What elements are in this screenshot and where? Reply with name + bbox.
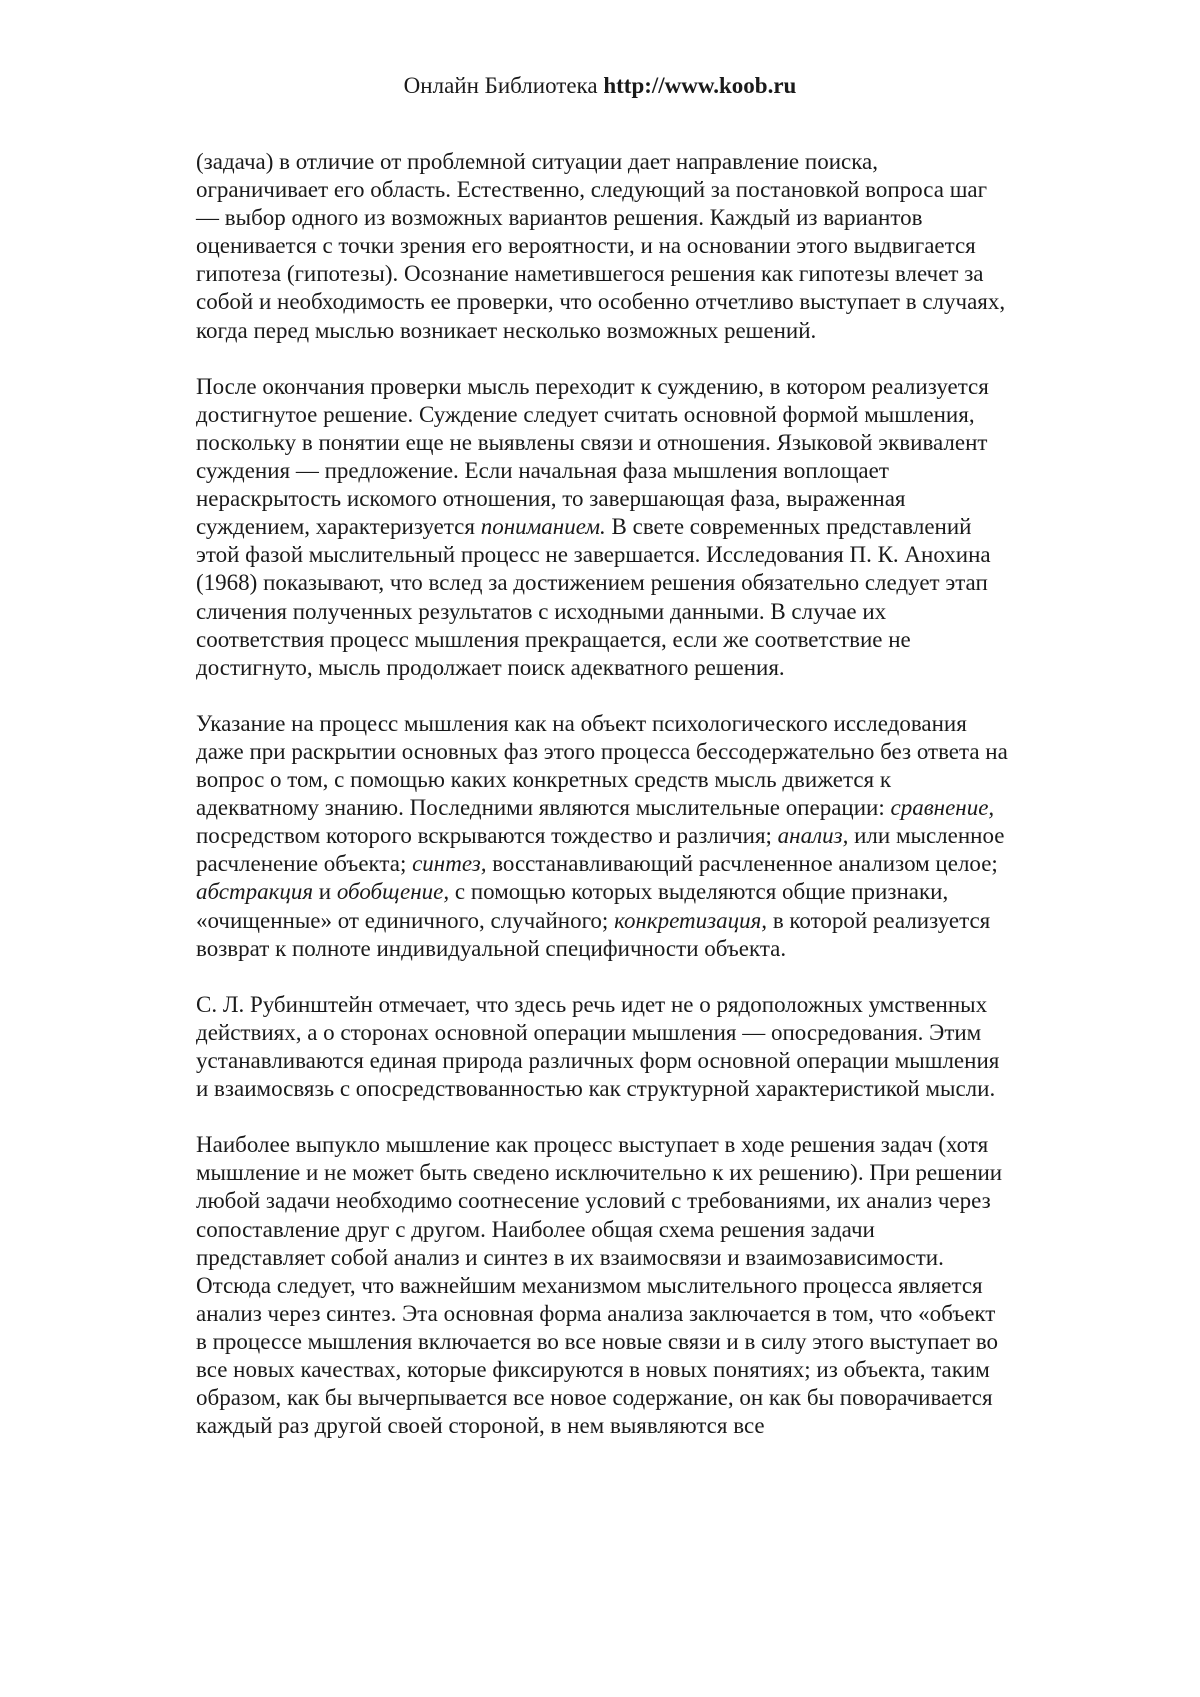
- document-body: [196, 148, 1008, 1440]
- emphasis-konkretizaciya: конкретизация,: [614, 907, 768, 933]
- paragraph-1-text: (задача) в отличие от проблемной ситуации дает направление поиска, ограничивает его область. Естественно, следующий за постановкой вопроса шаг — выбор одного из возможных вариантов решения. Каждый из вариантов оценивается с точки зрения его вероятности, и на основании этого выдвигается гипотеза (гипотезы). Осознание наметившегося решения как гипотезы влечет за собой и необходимость ее проверки, что особенно отчетливо выступает в случаях, когда перед мыслью возникает несколько возможных решений.: [196, 149, 1006, 343]
- paragraph-5: [196, 1131, 1008, 1440]
- paragraph-2-text-a: После окончания проверки мысль переходит к суждению, в котором реализуется достигнутое решение. Суждение следует считать основной формой мышления, поскольку в понятии еще не выявлены связи и отношения. Языковой эквивалент суждения — предложение. Если начальная фаза мышления воплощает нераскрытость искомого отношения, то завершающая фаза, выраженная суждением, характеризуется: [196, 373, 989, 540]
- header-url[interactable]: http://www.koob.ru: [603, 73, 797, 98]
- emphasis-sravnenie: сравнение,: [890, 795, 995, 821]
- paragraph-3-text-b: посредством которого вскрываются тождество и различия;: [196, 823, 778, 849]
- paragraph-3-text-g: в которой реализуется возврат к полноте индивидуальной специфичности объекта.: [196, 907, 991, 961]
- paragraph-2-text-b: В свете современных представлений этой фазой мыслительный процесс не завершается. Исследования П. К. Анохина (1968) показывают, что вслед за достижением решения обязательно следует этап сличения полученных результатов с исходными данными. В случае их соответствия процесс мышления прекращается, если же соответствие не достигнуто, мысль продолжает поиск адекватного решения.: [196, 514, 991, 680]
- paragraph-3-text-e: и: [313, 879, 337, 905]
- paragraph-5-text: Наиболее выпукло мышление как процесс выступает в ходе решения задач (хотя мышление и не может быть сведено исключительно к их решению). При решении любой задачи необходимо соотнесение условий с требованиями, их анализ через сопоставление друг с другом. Наиболее общая схема решения задачи представляет собой анализ и синтез в их взаимосвязи и взаимозависимости. Отсюда следует, что важнейшим механизмом мыслительного процесса является анализ через синтез. Эта основная форма анализа заключается в том, что «объект в процессе мышления включается во все новые связи и в силу этого выступает во все новых качествах, которые фиксируются в новых понятиях; из объекта, таким образом, как бы вычерпывается все новое содержание, он как бы поворачивается каждый раз другой своей стороной, в нем выявляются все: [196, 1132, 1003, 1439]
- paragraph-1: [196, 148, 1008, 345]
- page-header: [0, 70, 1200, 102]
- paragraph-2: [196, 373, 1008, 682]
- paragraph-3-text-f: с помощью которых выделяются общие признаки, «очищенные» от единичного, случайного;: [196, 879, 949, 933]
- paragraph-3: [196, 710, 1008, 963]
- paragraph-4: [196, 991, 1008, 1103]
- header-label: Онлайн Библиотека: [403, 73, 598, 98]
- paragraph-4-text: С. Л. Рубинштейн отмечает, что здесь речь идет не о рядоположных умственных действиях, а о сторонах основной операции мышления — опосредования. Этим устанавливаются единая природа различных форм основной операции мышления и взаимосвязь с опосредствованностью как структурной характеристикой мысли.: [196, 991, 1000, 1102]
- emphasis-ponimaniem: пониманием.: [480, 514, 606, 540]
- paragraph-3-text-c: или мысленное расчленение объекта;: [196, 823, 1005, 877]
- emphasis-obobshenie: обобщение,: [336, 879, 450, 905]
- paragraph-3-text-d: восстанавливающий расчлененное анализом целое;: [486, 851, 998, 877]
- emphasis-analiz: анализ,: [777, 823, 849, 849]
- paragraph-3-text-a: Указание на процесс мышления как на объект психологического исследования даже при раскрытии основных фаз этого процесса бессодержательно без ответа на вопрос о том, с помощью каких конкретных средств мысль движется к адекватному знанию. Последними являются мыслительные операции:: [196, 710, 1008, 821]
- emphasis-sintez: синтез,: [412, 851, 487, 877]
- emphasis-abstrakciya: абстракция: [196, 879, 314, 905]
